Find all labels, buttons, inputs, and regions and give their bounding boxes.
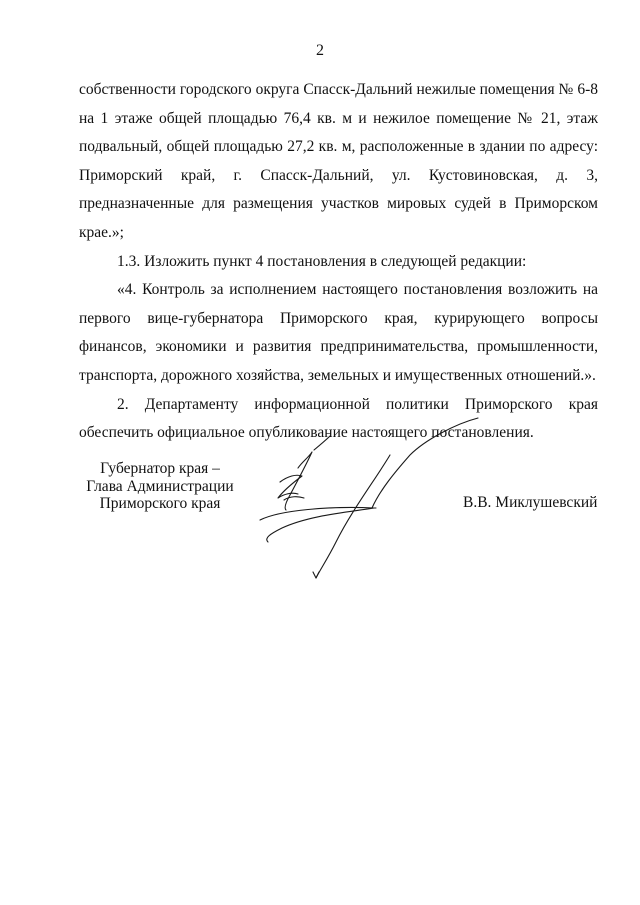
- signatory-position: [80, 460, 240, 513]
- signature-block: [0, 410, 640, 590]
- paragraph-item-4-quote: «4. Контроль за исполнением настоящего постановления возложить на первого вице-губернатора Приморского края, курирующего вопросы финансов, экономики и развития предпринимательства, промышленности, транспорта, дорожного хозяйства, земельных и имущественных отношений.».: [79, 281, 598, 384]
- signatory-position-line-3: Приморского края: [99, 495, 221, 512]
- paragraph-item-2: 2. Департаменту информационной политики Приморского края обеспечить официальное опубликование настоящего постановления.: [79, 395, 598, 442]
- paragraph-item-1-3: 1.3. Изложить пункт 4 постановления в следующей редакции:: [117, 252, 527, 270]
- signatory-name: В.В. Миклушевский: [463, 494, 598, 511]
- document-body: [79, 76, 598, 448]
- paragraph-property-description: собственности городского округа Спасск-Дальний нежилые помещения № 6-8 на 1 этаже общей площадью 76,4 кв. м и нежилое помещение № 21, этаж подвальный, общей площадью 27,2 кв. м, расположенные в здании по адресу: Приморский край, г. Спасск-Дальний, ул. Кустовиновская, д. 3, предназначенные для размещения участков мировых судей в Приморском крае.»;: [79, 81, 598, 241]
- signatory-position-line-2: Глава Администрации: [86, 477, 234, 495]
- page-number: 2: [316, 42, 324, 59]
- signatory-position-line-1: Губернатор края –: [100, 460, 220, 477]
